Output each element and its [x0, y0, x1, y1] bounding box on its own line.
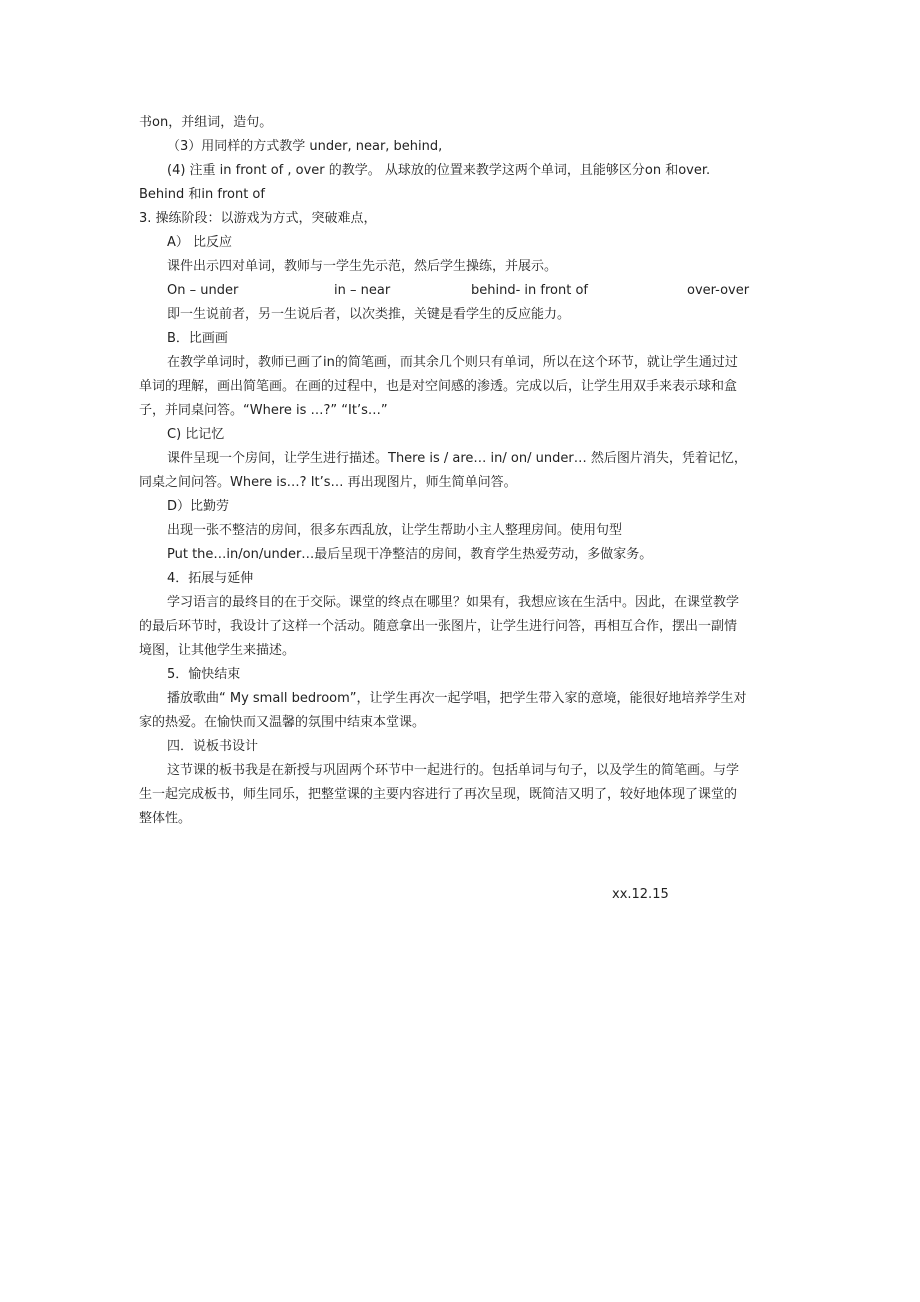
- text-line: 家的热爱。在愉快而又温馨的氛围中结束本堂课。: [139, 715, 426, 730]
- word-pair: over-over: [687, 283, 750, 298]
- section-heading: 4．拓展与延伸: [167, 571, 254, 586]
- text-line: 的最后环节时，我设计了这样一个活动。随意拿出一张图片，让学生进行问答，再相互合作，摆出一副情: [139, 619, 738, 634]
- text-line: 学习语言的最终目的在于交际。课堂的终点在哪里？如果有，我想应该在生活中。因此，在课堂教学: [167, 595, 740, 610]
- text-line: 整体性。: [139, 811, 192, 826]
- text-line: 在教学单词时，教师已画了in的简笔画，而其余几个则只有单词，所以在这个环节，就让学生通过过: [167, 355, 738, 370]
- word-pair: in – near: [334, 283, 391, 298]
- text-line: Put the…in/on/under…最后呈现干净整洁的房间，教育学生热爱劳动，多做家务。: [167, 547, 653, 562]
- text-line: Behind 和in front of: [139, 187, 265, 202]
- text-line: 子，并同桌问答。“Where is …?” “It’s…”: [139, 403, 388, 418]
- text-line: 出现一张不整洁的房间，很多东西乱放，让学生帮助小主人整理房间。使用句型: [167, 523, 623, 538]
- text-line: 播放歌曲“ My small bedroom”，让学生再次一起学唱，把学生带入家的意境，能很好地培养学生对: [167, 691, 747, 706]
- text-line: 境图，让其他学生来描述。: [139, 643, 296, 658]
- text-line: （3）用同样的方式教学 under, near, behind,: [167, 139, 443, 154]
- text-line: 这节课的板书我是在新授与巩固两个环节中一起进行的。包括单词与句子，以及学生的简笔画。与学: [167, 763, 740, 778]
- section-heading: 5．愉快结束: [167, 667, 241, 682]
- text-line: 课件出示四对单词，教师与一学生先示范，然后学生操练，并展示。: [167, 259, 558, 274]
- word-pair: On – under: [167, 283, 239, 298]
- word-pairs-row: [167, 282, 781, 300]
- text-line: 生一起完成板书，师生同乐，把整堂课的主要内容进行了再次呈现，既简洁又明了，较好地体现了课堂的: [139, 787, 738, 802]
- subsection-heading: C) 比记忆: [167, 427, 225, 442]
- text-line: 同桌之间问答。Where is…? It’s… 再出现图片，师生简单问答。: [139, 475, 517, 490]
- subsection-heading: D）比勤劳: [167, 499, 230, 514]
- section-heading: 四．说板书设计: [167, 739, 259, 754]
- subsection-heading: A） 比反应: [167, 235, 233, 250]
- text-line: (4) 注重 in front of , over 的教学。 从球放的位置来教学这两个单词，且能够区分on 和over.: [167, 163, 711, 178]
- subsection-heading: B．比画画: [167, 331, 228, 346]
- text-line: 书on，并组词，造句。: [139, 115, 273, 130]
- text-line: 即一生说前者，另一生说后者，以次类推，关键是看学生的反应能力。: [167, 307, 571, 322]
- text-line: 课件呈现一个房间，让学生进行描述。There is / are… in/ on/ under… 然后图片消失，凭着记忆，: [167, 451, 747, 466]
- document-date: xx.12.15: [612, 887, 669, 902]
- text-line: 单词的理解，画出简笔画。在画的过程中，也是对空间感的渗透。完成以后，让学生用双手来表示球和盒: [139, 379, 738, 394]
- section-heading: 3. 操练阶段：以游戏为方式，突破难点，: [139, 211, 377, 226]
- word-pair: behind- in front of: [471, 283, 588, 298]
